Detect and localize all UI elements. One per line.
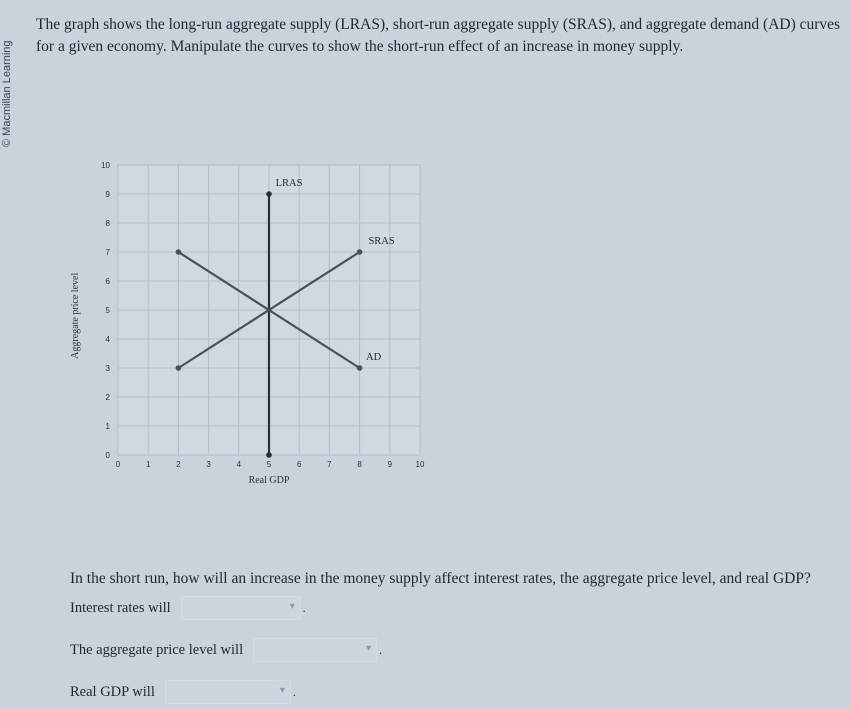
lras-label: LRAS: [275, 178, 303, 189]
x-tick-label: 5: [266, 460, 272, 469]
lras-endpoint[interactable]: [266, 452, 272, 458]
x-axis-title: Real GDP: [248, 475, 290, 486]
y-tick-label: 3: [105, 364, 110, 373]
x-tick-label: 6: [296, 460, 302, 469]
y-tick-label: 1: [105, 422, 110, 431]
real-gdp-row: Real GDP will ▾ .: [70, 680, 296, 704]
sras-endpoint[interactable]: [176, 365, 182, 371]
copyright-notice: © Macmillan Learning: [1, 40, 13, 147]
price-level-select[interactable]: [253, 638, 377, 662]
followup-question: In the short run, how will an increase in the money supply affect interest rates, the aggregate price level, and real GDP?: [70, 570, 811, 587]
sras-endpoint[interactable]: [357, 249, 363, 255]
ad-endpoint[interactable]: [176, 249, 182, 255]
y-axis-title: Aggregate price level: [70, 272, 81, 359]
ad-label: AD: [366, 352, 382, 363]
interest-rates-row: Interest rates will ▾ .: [70, 596, 306, 620]
chevron-down-icon: ▾: [289, 601, 295, 612]
interest-rates-label: Interest rates will: [70, 599, 171, 616]
ad-endpoint[interactable]: [357, 365, 363, 371]
price-level-label: The aggregate price level will: [70, 641, 244, 658]
y-tick-label: 0: [105, 451, 110, 460]
y-tick-label: 9: [105, 190, 110, 199]
interest-rates-select[interactable]: [181, 596, 301, 620]
price-level-row: The aggregate price level will ▾ .: [70, 638, 382, 662]
question-prompt: The graph shows the long-run aggregate supply (LRAS), short-run aggregate supply (SRAS), and aggregate demand (AD) curves for a given economy. Manipulate the curves to show the short-run effect of an increase in money supply.: [36, 16, 841, 55]
y-tick-label: 6: [105, 277, 110, 286]
y-tick-label: 7: [105, 248, 110, 257]
y-tick-label: 10: [101, 161, 110, 170]
real-gdp-select[interactable]: [165, 680, 291, 704]
y-tick-label: 2: [105, 393, 110, 402]
lras-endpoint[interactable]: [266, 191, 272, 197]
x-tick-label: 3: [206, 460, 211, 469]
y-tick-label: 4: [105, 335, 110, 344]
x-tick-label: 9: [387, 460, 393, 469]
x-tick-label: 0: [115, 460, 121, 469]
y-tick-label: 5: [105, 306, 110, 315]
x-tick-label: 8: [357, 460, 362, 469]
real-gdp-label: Real GDP will: [70, 683, 155, 700]
sras-label: SRAS: [368, 236, 395, 247]
ad-as-chart[interactable]: [60, 150, 460, 490]
chevron-down-icon: ▾: [366, 643, 372, 654]
x-tick-label: 4: [236, 460, 242, 469]
chevron-down-icon: ▾: [279, 685, 285, 696]
x-tick-label: 7: [327, 460, 332, 469]
x-tick-label: 1: [145, 460, 151, 469]
x-tick-label: 10: [415, 460, 425, 469]
x-tick-label: 2: [176, 460, 181, 469]
y-tick-label: 8: [105, 219, 110, 228]
